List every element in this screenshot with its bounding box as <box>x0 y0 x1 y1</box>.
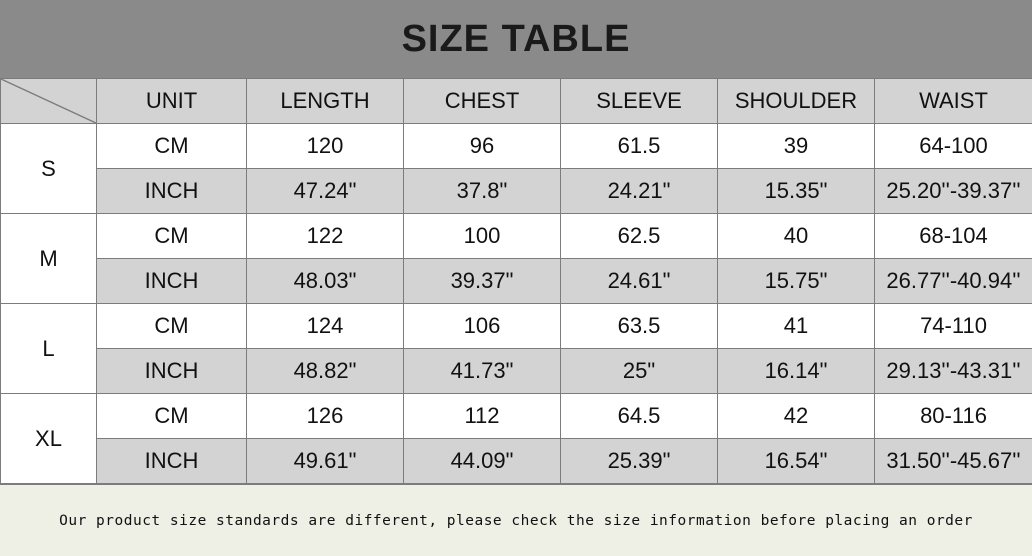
unit-cell: INCH <box>97 259 247 304</box>
diagonal-divider-icon <box>1 79 96 123</box>
value-waist: 80-116 <box>875 394 1032 439</box>
unit-cell: CM <box>97 394 247 439</box>
unit-cell: CM <box>97 214 247 259</box>
table-row <box>1 124 1032 169</box>
table-row <box>1 169 1032 214</box>
value-shoulder: 40 <box>718 214 875 259</box>
value-waist: 68-104 <box>875 214 1032 259</box>
unit-cell: CM <box>97 304 247 349</box>
value-waist: 31.50''-45.67'' <box>875 439 1032 484</box>
unit-cell: CM <box>97 124 247 169</box>
value-sleeve: 64.5 <box>561 394 718 439</box>
value-length: 48.03" <box>247 259 404 304</box>
value-shoulder: 42 <box>718 394 875 439</box>
value-sleeve: 25.39" <box>561 439 718 484</box>
value-shoulder: 15.35" <box>718 169 875 214</box>
title-bar <box>0 0 1032 78</box>
value-sleeve: 24.61" <box>561 259 718 304</box>
value-shoulder: 16.14" <box>718 349 875 394</box>
size-table <box>0 78 1032 484</box>
column-header-waist: WAIST <box>875 79 1032 124</box>
column-header-length: LENGTH <box>247 79 404 124</box>
size-label-s: S <box>1 124 97 214</box>
value-chest: 100 <box>404 214 561 259</box>
footer-note: Our product size standards are different, please check the size information before placing an order <box>59 513 973 529</box>
value-shoulder: 16.54" <box>718 439 875 484</box>
unit-cell: INCH <box>97 169 247 214</box>
value-length: 122 <box>247 214 404 259</box>
value-length: 49.61" <box>247 439 404 484</box>
table-row <box>1 439 1032 484</box>
column-header-chest: CHEST <box>404 79 561 124</box>
value-chest: 37.8" <box>404 169 561 214</box>
page-title: SIZE TABLE <box>402 18 631 61</box>
value-length: 47.24" <box>247 169 404 214</box>
value-length: 48.82" <box>247 349 404 394</box>
unit-cell: INCH <box>97 349 247 394</box>
size-label-xl: XL <box>1 394 97 484</box>
value-chest: 41.73" <box>404 349 561 394</box>
corner-cell <box>1 79 97 124</box>
value-waist: 64-100 <box>875 124 1032 169</box>
value-chest: 44.09" <box>404 439 561 484</box>
value-shoulder: 39 <box>718 124 875 169</box>
value-sleeve: 25" <box>561 349 718 394</box>
unit-cell: INCH <box>97 439 247 484</box>
value-sleeve: 24.21" <box>561 169 718 214</box>
size-label-m: M <box>1 214 97 304</box>
value-length: 126 <box>247 394 404 439</box>
column-header-sleeve: SLEEVE <box>561 79 718 124</box>
value-sleeve: 63.5 <box>561 304 718 349</box>
value-shoulder: 41 <box>718 304 875 349</box>
table-row <box>1 304 1032 349</box>
value-waist: 29.13''-43.31'' <box>875 349 1032 394</box>
column-header-shoulder: SHOULDER <box>718 79 875 124</box>
table-row <box>1 214 1032 259</box>
table-row <box>1 394 1032 439</box>
table-header-row <box>1 79 1032 124</box>
value-shoulder: 15.75" <box>718 259 875 304</box>
value-sleeve: 61.5 <box>561 124 718 169</box>
value-chest: 112 <box>404 394 561 439</box>
size-label-l: L <box>1 304 97 394</box>
value-waist: 25.20''-39.37'' <box>875 169 1032 214</box>
value-chest: 106 <box>404 304 561 349</box>
value-sleeve: 62.5 <box>561 214 718 259</box>
table-row <box>1 349 1032 394</box>
value-waist: 74-110 <box>875 304 1032 349</box>
footer-note-bar <box>0 484 1032 556</box>
value-chest: 39.37" <box>404 259 561 304</box>
value-chest: 96 <box>404 124 561 169</box>
value-length: 120 <box>247 124 404 169</box>
value-waist: 26.77''-40.94'' <box>875 259 1032 304</box>
column-header-unit: UNIT <box>97 79 247 124</box>
table-row <box>1 259 1032 304</box>
value-length: 124 <box>247 304 404 349</box>
